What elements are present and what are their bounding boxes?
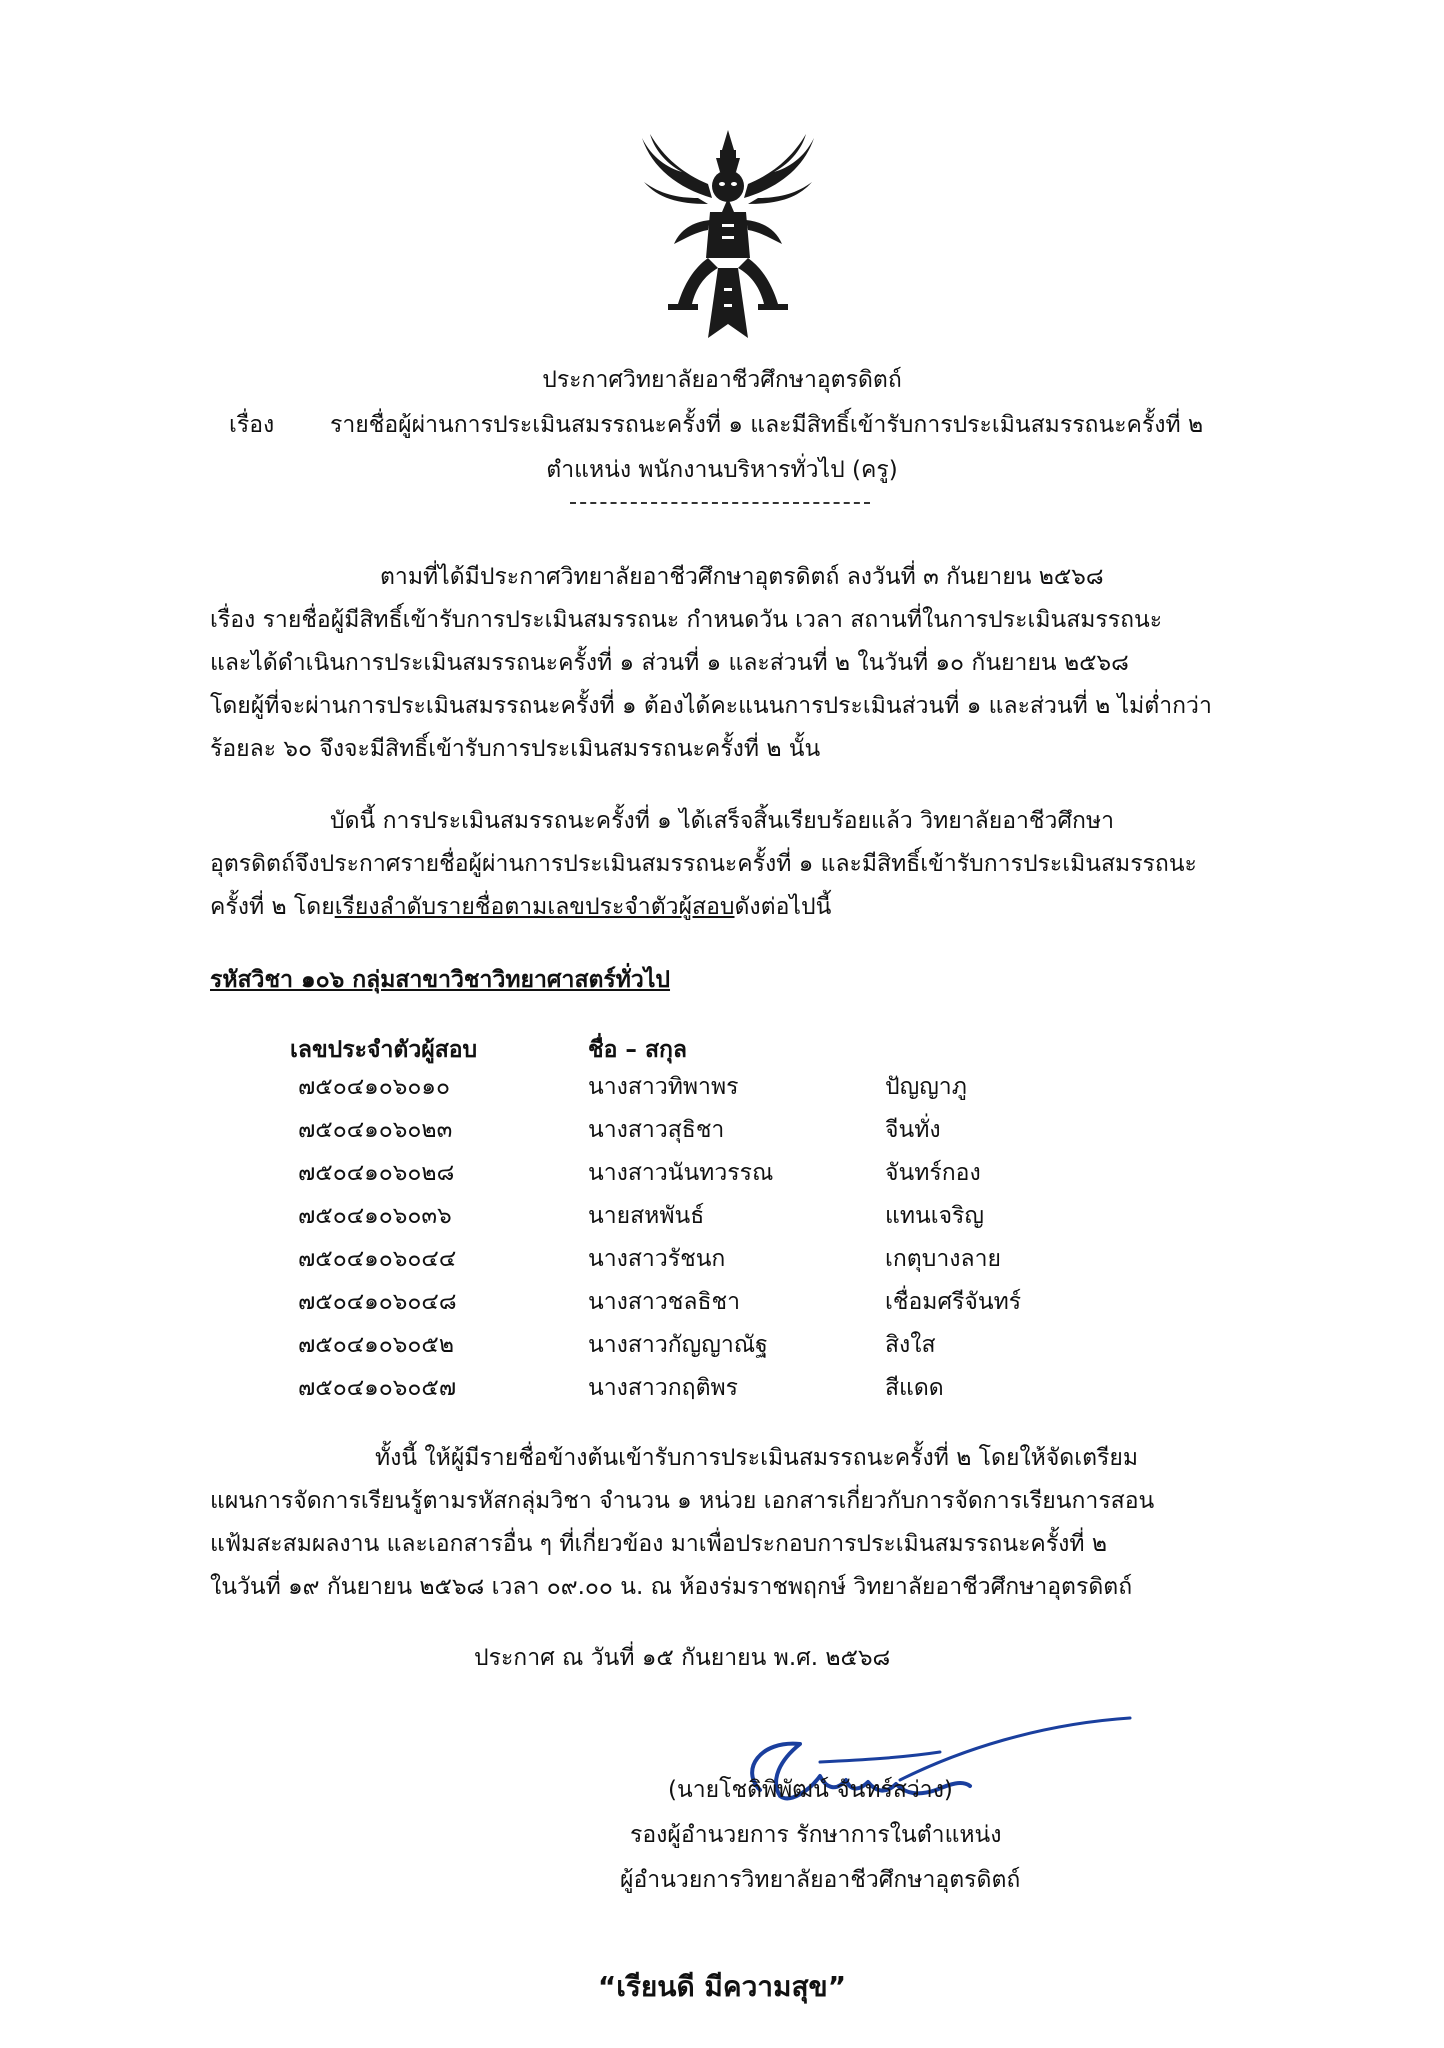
- row-name: นายสหพันธ์: [588, 1203, 705, 1229]
- row-id: ๗๕๐๔๑๐๖๐๔๘: [298, 1289, 457, 1315]
- para2-post: ดังต่อไปนี้: [734, 894, 832, 920]
- para1-line: โดยผู้ที่จะผ่านการประเมินสมรรถนะครั้งที่ ๑ ต้องได้คะแนนการประเมินส่วนที่ ๑ และส่วนที่ ๒ ไม่ต่ำกว่า: [210, 693, 1212, 719]
- row-name: นางสาวชลธิชา: [588, 1289, 741, 1315]
- para2-line: บัดนี้ การประเมินสมรรถนะครั้งที่ ๑ ได้เสร็จสิ้นเรียบร้อยแล้ว วิทยาลัยอาชีวศึกษา: [330, 808, 1115, 834]
- row-id: ๗๕๐๔๑๐๖๐๕๒: [298, 1332, 454, 1358]
- row-name: นางสาวสุธิชา: [588, 1117, 725, 1143]
- subject-text: รายชื่อผู้ผ่านการประเมินสมรรถนะครั้งที่ ๑ และมีสิทธิ์เข้ารับการประเมินสมรรถนะครั้งที่ ๒: [330, 412, 1204, 438]
- row-id: ๗๕๐๔๑๐๖๐๑๐: [298, 1074, 451, 1100]
- signer-name: (นายโชติพิพัฒน์ จันทร์สว่าง): [668, 1777, 953, 1803]
- para1-line: ร้อยละ ๖๐ จึงจะมีสิทธิ์เข้ารับการประเมินสมรรถนะครั้งที่ ๒ นั้น: [210, 736, 821, 762]
- row-surname: ปัญญาภู: [885, 1074, 967, 1100]
- row-name: นางสาวนันทวรรณ: [588, 1160, 774, 1186]
- row-name: นางสาวรัชนก: [588, 1246, 726, 1272]
- row-id: ๗๕๐๔๑๐๖๐๔๔: [298, 1246, 457, 1272]
- row-surname: จีนทั่ง: [885, 1117, 941, 1143]
- college-motto: “เรียนดี มีความสุข”: [597, 1970, 847, 2003]
- closing-line: แผนการจัดการเรียนรู้ตามรหัสกลุ่มวิชา จำนวน ๑ หน่วย เอกสารเกี่ยวกับการจัดการเรียนการสอน: [210, 1488, 1155, 1514]
- announce-date: ประกาศ ณ วันที่ ๑๕ กันยายน พ.ศ. ๒๕๖๘: [474, 1645, 891, 1671]
- row-id: ๗๕๐๔๑๐๖๐๒๓: [298, 1117, 453, 1143]
- signer-title1: รองผู้อำนวยการ รักษาการในตำแหน่ง: [630, 1822, 1002, 1848]
- para2-pre: ครั้งที่ ๒ โดย: [210, 894, 335, 920]
- position-text: ตำแหน่ง พนักงานบริหารทั่วไป (ครู): [546, 457, 898, 483]
- row-surname: เกตุบางลาย: [885, 1246, 1001, 1272]
- row-surname: สิงใส: [885, 1332, 936, 1358]
- column-header-name: ชื่อ – สกุล: [588, 1037, 687, 1063]
- row-id: ๗๕๐๔๑๐๖๐๒๘: [298, 1160, 455, 1186]
- row-surname: แทนเจริญ: [885, 1203, 984, 1229]
- para1-line: และได้ดำเนินการประเมินสมรรถนะครั้งที่ ๑ ส่วนที่ ๑ และส่วนที่ ๒ ในวันที่ ๑๐ กันยายน ๒๕๖๘: [210, 650, 1129, 676]
- para2-line-last: [210, 892, 831, 922]
- garuda-emblem-icon: [638, 128, 818, 348]
- para1-line: ตามที่ได้มีประกาศวิทยาลัยอาชีวศึกษาอุตรดิตถ์ ลงวันที่ ๓ กันยายน ๒๕๖๘: [380, 564, 1104, 590]
- subject-code-heading: รหัสวิชา ๑๐๖ กลุ่มสาขาวิชาวิทยาศาสตร์ทั่วไป: [210, 967, 671, 993]
- row-name: นางสาวกฤติพร: [588, 1375, 739, 1401]
- header-divider: [570, 502, 870, 504]
- para2-underlined: เรียงลำดับรายชื่อตามเลขประจำตัวผู้สอบ: [334, 894, 735, 920]
- para2-line: อุตรดิตถ์จึงประกาศรายชื่อผู้ผ่านการประเมินสมรรถนะครั้งที่ ๑ และมีสิทธิ์เข้ารับการประเมินสมรรถนะ: [210, 851, 1197, 877]
- row-surname: จันทร์กอง: [885, 1160, 981, 1186]
- para1-line: เรื่อง รายชื่อผู้มีสิทธิ์เข้ารับการประเมินสมรรถนะ กำหนดวัน เวลา สถานที่ในการประเมินสมรรถนะ: [210, 607, 1163, 633]
- closing-line: ทั้งนี้ ให้ผู้มีรายชื่อข้างต้นเข้ารับการประเมินสมรรถนะครั้งที่ ๒ โดยให้จัดเตรียม: [375, 1445, 1139, 1471]
- signer-title2: ผู้อำนวยการวิทยาลัยอาชีวศึกษาอุตรดิตถ์: [620, 1867, 1021, 1893]
- closing-line: ในวันที่ ๑๙ กันยายน ๒๕๖๘ เวลา ๐๙.๐๐ น. ณ ห้องร่มราชพฤกษ์ วิทยาลัยอาชีวศึกษาอุตรดิตถ์: [210, 1574, 1133, 1600]
- column-header-id: เลขประจำตัวผู้สอบ: [290, 1037, 478, 1063]
- row-surname: สีแดด: [885, 1375, 944, 1401]
- row-name: นางสาวกัญญาณัฐ: [588, 1332, 768, 1358]
- row-id: ๗๕๐๔๑๐๖๐๕๗: [298, 1375, 457, 1401]
- row-id: ๗๕๐๔๑๐๖๐๓๖: [298, 1203, 452, 1229]
- signature-icon: [700, 1700, 1140, 1830]
- row-name: นางสาวทิพาพร: [588, 1074, 739, 1100]
- institution-title: ประกาศวิทยาลัยอาชีวศึกษาอุตรดิตถ์: [542, 367, 902, 393]
- closing-line: แฟ้มสะสมผลงาน และเอกสารอื่น ๆ ที่เกี่ยวข้อง มาเพื่อประกอบการประเมินสมรรถนะครั้งที่ ๒: [210, 1531, 1108, 1557]
- row-surname: เชื่อมศรีจันทร์: [885, 1289, 1022, 1315]
- subject-label: เรื่อง: [229, 412, 275, 438]
